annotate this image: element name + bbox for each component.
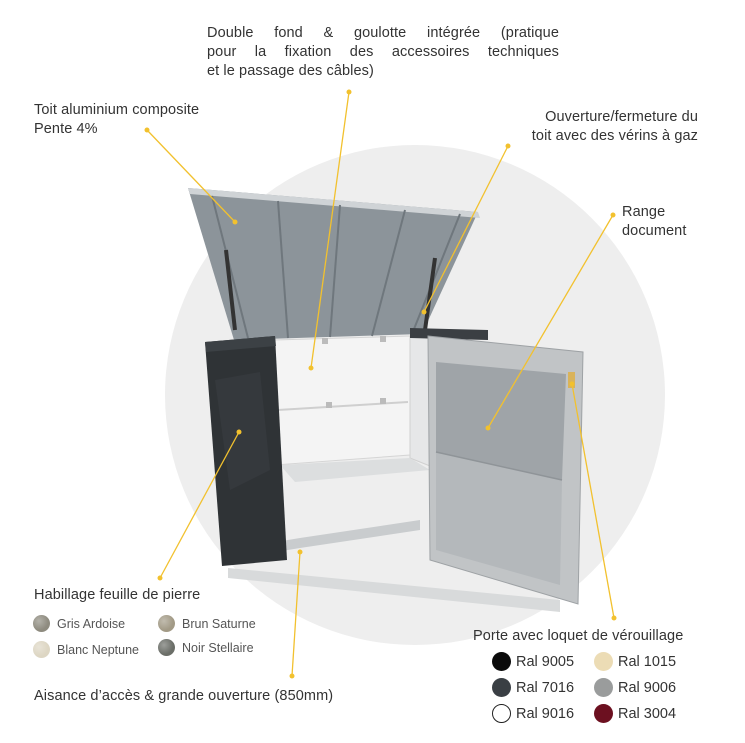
callout-double-bottom-line-1: Double fond & goulotte intégrée (pratique (207, 25, 559, 41)
stone-finish-label: Noir Stellaire (182, 640, 254, 655)
ral-swatch-icon (492, 704, 511, 723)
callout-cladding: Habillage feuille de pierre (34, 587, 201, 603)
stone-swatch-icon (33, 641, 50, 658)
callout-gas-struts-line-1: Ouverture/fermeture du (545, 109, 698, 125)
stone-finish-blanc-neptune (33, 641, 139, 658)
callout-double-bottom (207, 24, 559, 81)
callout-document (622, 203, 686, 241)
callout-roof-line-1: Toit aluminium composite (34, 102, 200, 118)
stone-finish-noir-stellaire (158, 639, 254, 656)
stone-finish-label: Gris Ardoise (57, 616, 126, 631)
stone-swatch-icon (158, 615, 175, 632)
ral-swatch-icon (594, 678, 613, 697)
stone-swatch-icon (33, 615, 50, 632)
ral-label: Ral 9016 (516, 705, 575, 722)
callout-access: Aisance d’accès & grande ouverture (850mm) (34, 688, 334, 704)
ral-3004 (594, 704, 676, 723)
ral-9006 (594, 678, 676, 697)
leader-roof (147, 130, 235, 222)
ral-7016 (492, 678, 574, 697)
ral-label: Ral 3004 (618, 705, 677, 722)
ral-9005 (492, 652, 574, 671)
ral-swatch-icon (594, 652, 613, 671)
ral-label: Ral 9005 (516, 653, 575, 670)
stone-finish-label: Blanc Neptune (57, 642, 140, 657)
stone-swatch-icon (158, 639, 175, 656)
callout-double-bottom-line-3: et le passage des câbles) (207, 63, 374, 79)
callout-gas-struts-line-2: toit avec des vérins à gaz (531, 128, 698, 144)
ral-9016 (492, 704, 574, 723)
ral-label: Ral 1015 (618, 653, 677, 670)
ral-swatch-icon (492, 652, 511, 671)
stone-finish-gris-ardoise (33, 615, 125, 632)
callout-double-bottom-line-2: pour la fixation des accessoires techniques (207, 44, 559, 60)
stone-finish-brun-saturne (158, 615, 256, 632)
ral-label: Ral 7016 (516, 679, 575, 696)
callout-gas-struts (486, 108, 698, 146)
callout-roof-line-2: Pente 4% (34, 121, 98, 137)
callout-document-line-1: Range (622, 204, 666, 220)
callout-roof (34, 101, 199, 139)
callout-door-latch: Porte avec loquet de vérouillage (473, 628, 684, 644)
ral-label: Ral 9006 (618, 679, 677, 696)
stone-finish-label: Brun Saturne (182, 616, 256, 631)
ral-swatch-icon (594, 704, 613, 723)
callout-document-line-2: document (622, 223, 687, 239)
ral-swatch-icon (492, 678, 511, 697)
ral-1015 (594, 652, 676, 671)
back-wall (275, 336, 410, 465)
